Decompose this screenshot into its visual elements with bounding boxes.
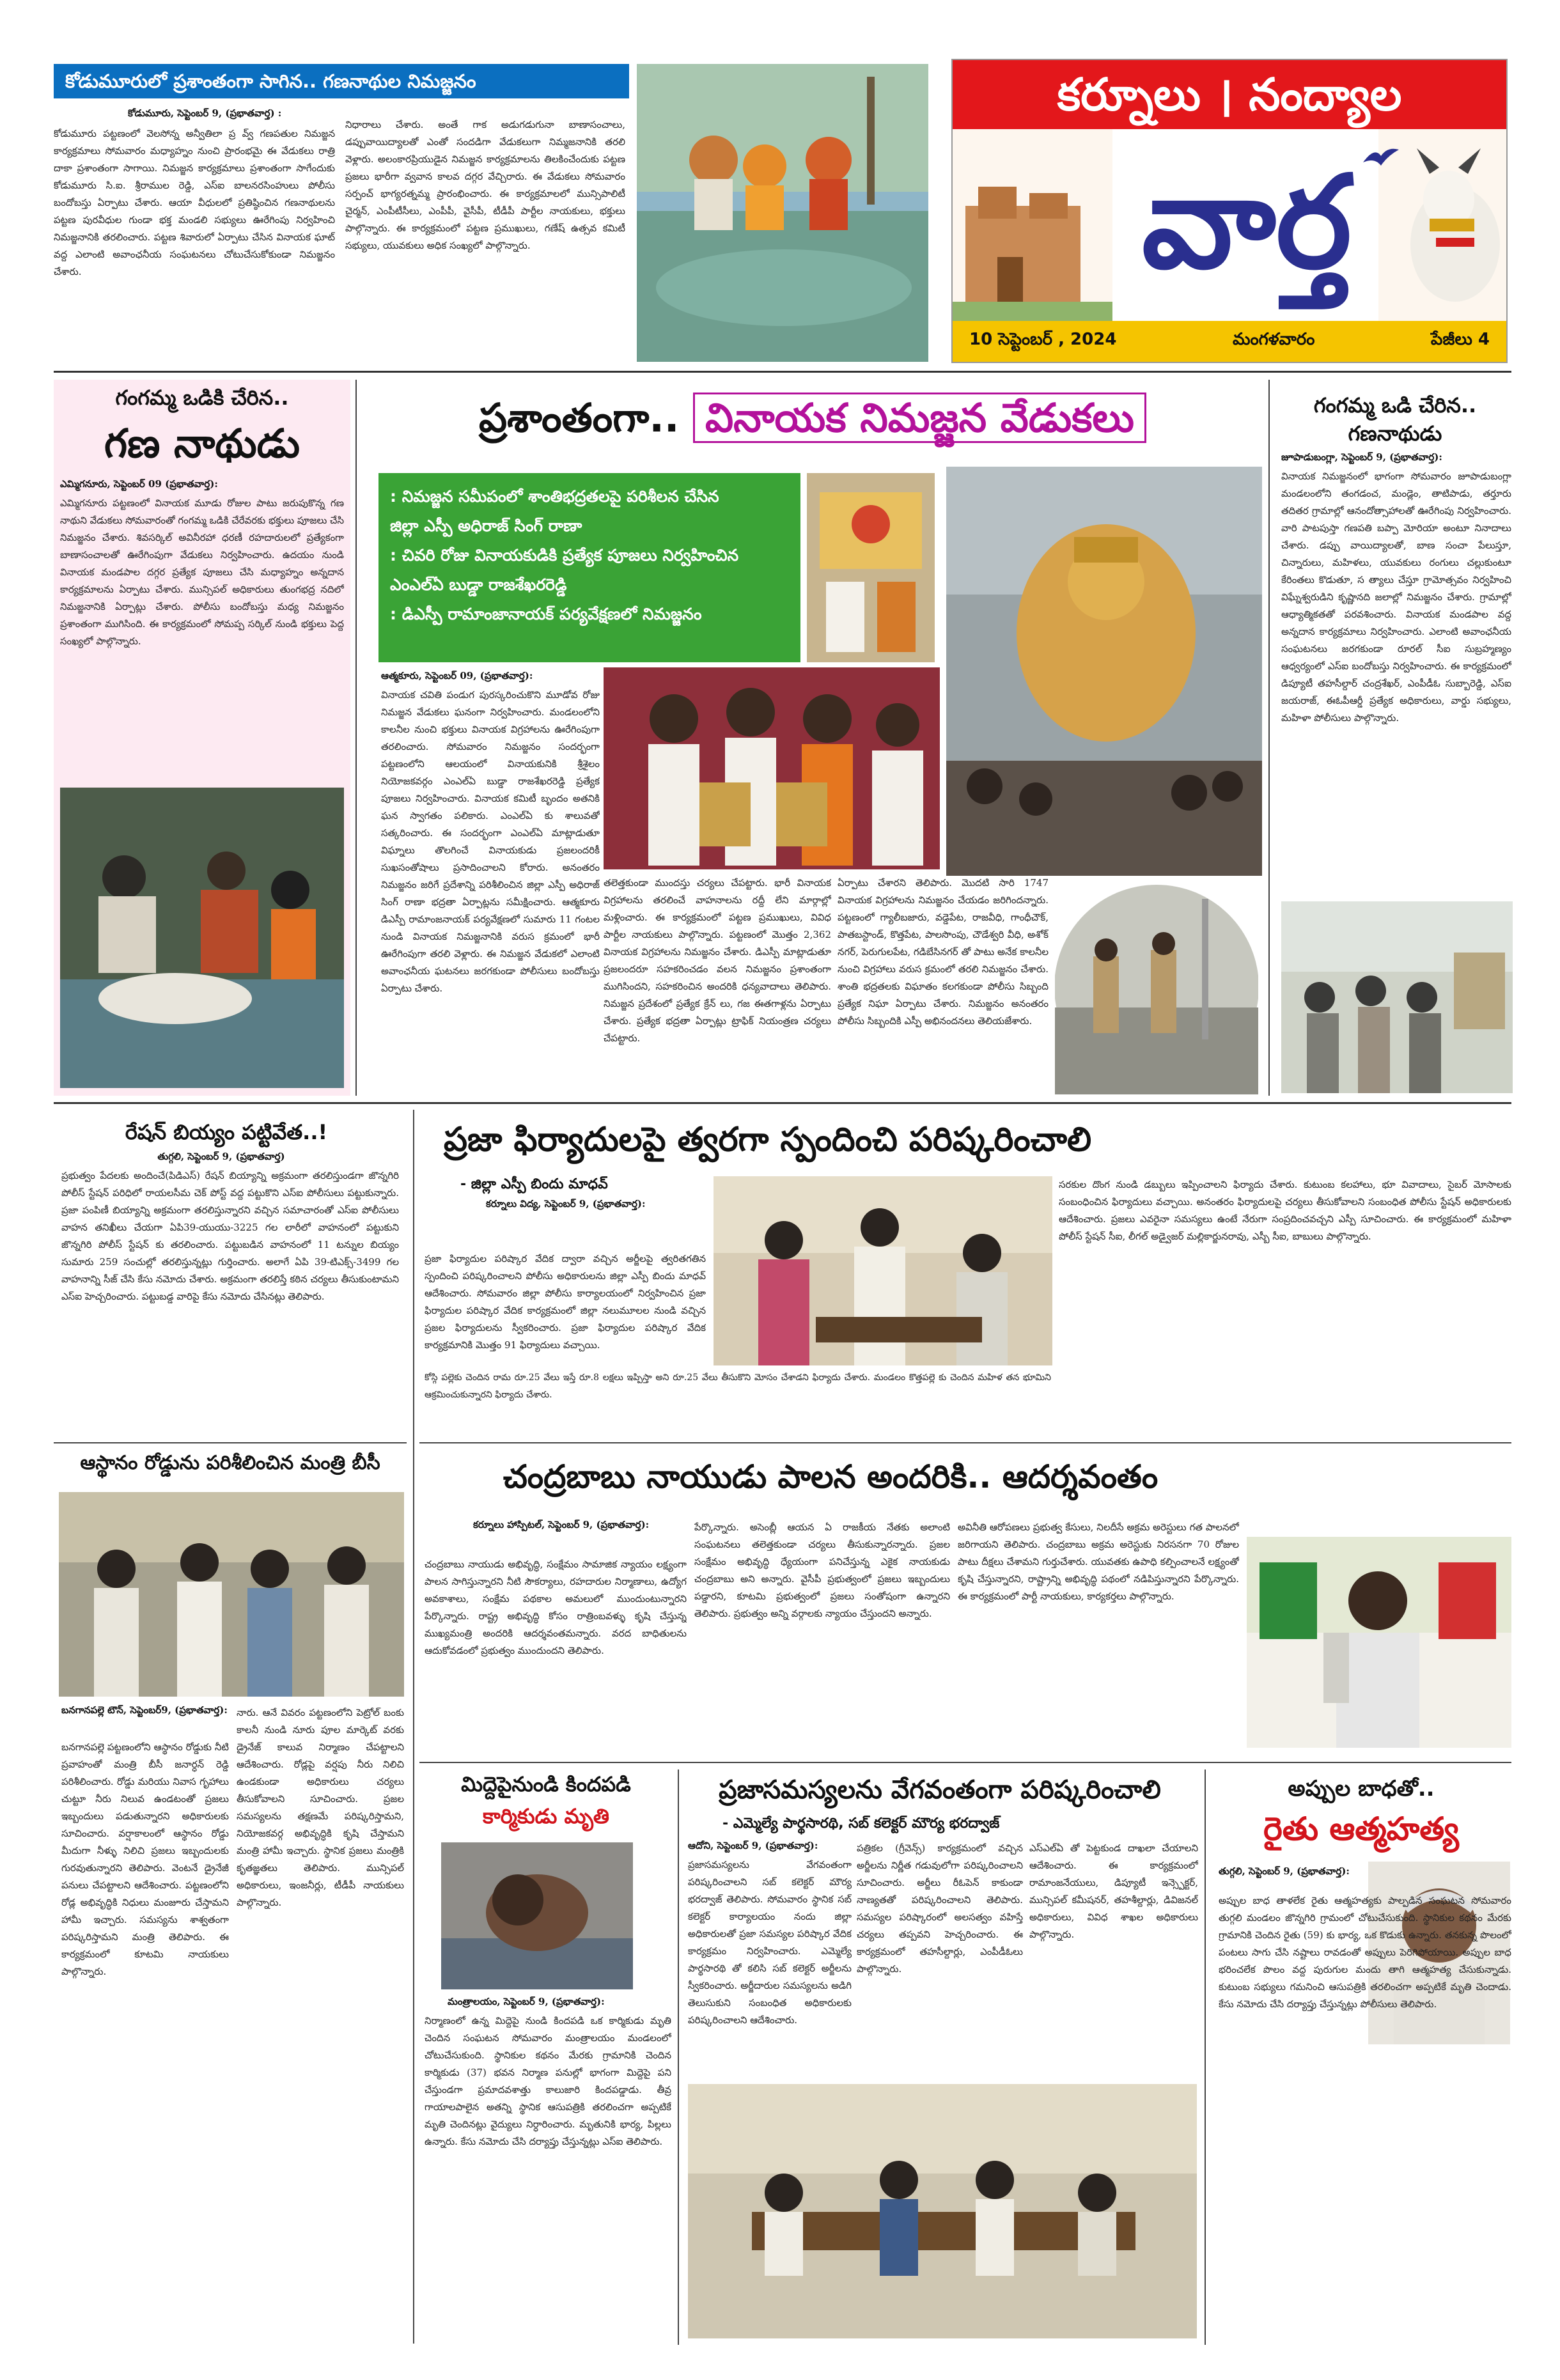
- main-ganesh-photo: [946, 467, 1262, 876]
- problems-photo: [688, 2084, 1197, 2338]
- minister-col1: బనగానపల్లె పట్టణంలోని ఆస్థానం రోడ్డుకు నీటి ప్రవాహంతో మంత్రి బీసీ జనార్ధన్ రెడ్డి పరిశీలించారు. రోడ్డు మరియు నివాస గృహాలు చుట్టూ నీరు నిలువ ఉండటంతో ప్రజలు ఇబ్బందులు పడుతున్నారని అధికారులకు సూచించారు. వర్షాకాలంలో ఆస్థానం రోడ్డు మీదుగా నీళ్ళు నిలిచి ప్రజలు ఇబ్బందులకు గురవుతున్నారని తెలిపారు. వెంటనే డ్రైనేజీ పనులు చేపట్టాలని ఆదేశించారు. పట్టణంలోని రోడ్ల అభివృద్ధికి నిధులు మంజూరు చేస్తామని హామీ ఇచ్చారు. సమస్యను శాశ్వతంగా పరిష్కరిస్తామని మంత్రి తెలిపారు. ఈ కార్యక్రమంలో కూటమి నాయకులు పాల్గొన్నారు.: [61, 1741, 229, 1977]
- main-headline: [362, 386, 1263, 450]
- kodumur-photo: [637, 64, 928, 362]
- chandrababu-col1: చంద్రబాబు నాయుడు అభివృద్ధి, సంక్షేమం సామాజిక న్యాయం లక్ష్యంగా పాలన సాగిస్తున్నారని నీటి సౌకర్యాలు, రహదారుల నిర్మాణాలు, ఉద్యోగ అవకాశాలు, సంక్షేమ పథకాల అమలులో ముందుంటున్నారని పేర్కొన్నారు. రాష్ట్ర అభివృద్ధి కోసం రాత్రింబవళ్ళు కృషి చేస్తున్న ముఖ్యమంత్రి అందరికి ఆదర్శవంతమన్నారు. వరద బాధితులను ఆదుకోవడంలో ప్రభుత్వం ముందుందని తెలిపారు.: [425, 1559, 687, 1656]
- problems-dateline: ఆదోని, సెప్టెంబర్ 9, (ప్రభాతవార్త):: [688, 1840, 818, 1851]
- chandrababu-headline: చంద్రబాబు నాయుడు పాలన అందరికి.. ఆదర్శవంతం: [503, 1458, 1158, 1495]
- problems-col3: ఎస్ఎల్ఏ తో పెట్టకుండ దాఖలా చేయాలని ఆదేశించారు. ఈ కార్యక్రమంలో రామాంజనేయులు, డిప్యూటీ ఇన్స్పెక్టర్, మున్సిపల్ కమీషనర్, తహశీల్దార్లు, డివిజనల్ అధికారులు, వివిధ శాఖల అధికారులు పాల్గొన్నారు.: [1029, 1842, 1198, 1940]
- ganga-left-dateline: ఎమ్మిగనూరు, సెప్టెంబర్ 09 (ప్రభాతవార్త):: [60, 478, 218, 490]
- problems-headline: ప్రజాసమస్యలను వేగవంతంగా పరిష్కరించాలి: [719, 1775, 1161, 1805]
- farmer-headline: రైతు ఆత్మహత్య: [1263, 1810, 1459, 1847]
- worker-body: నిర్మాణంలో ఉన్న మిద్దెపై నుండి కిందపడి ఒక కార్మికుడు మృతి చెందిన సంఘటన సోమవారం మంత్రాలయం మండలంలో చోటుచేసుకుంది. స్థానికుల కథనం మేరకు గ్రామానికి చెందిన కార్మికుడు (37) భవన నిర్మాణ పనుల్లో భాగంగా మిద్దెపై పని చేస్తుండగా ప్రమాదవశాత్తు కాలుజారి కిందపడ్డాడు. తీవ్ర గాయాలపాలైన అతన్ని స్థానిక ఆసుపత్రికి తరలించగా అప్పటికే మృతి చెందినట్లు వైద్యులు నిర్ధారించారు. మృతునికి భార్య, పిల్లలు ఉన్నారు. కేసు నమోదు చేసి దర్యాప్తు చేస్తున్నట్లు ఎస్ఐ తెలిపారు.: [425, 2015, 671, 2147]
- ganga-right-photo: [1281, 901, 1513, 1093]
- chandrababu-col3: అవినీతి ఆరోపణలు ప్రభుత్వ కేసులు, నిలదీసే అక్రమ అరెస్టులు గత పాలనలో జరిగాయని తెలిపారు. చంద్రబాబు అక్రమ అరెస్టుకు నిరసనగా 70 రోజుల పాటు దీక్షలు చేశామని గుర్తుచేశారు. యువతకు ఉపాధి కల్పించాలనే లక్ష్యంతో కృషి చేస్తున్నారని, రాష్ట్రాన్ని అభివృద్ధి పథంలో నడిపిస్తున్నారని పేర్కొన్నారు. ఈ కార్యక్రమంలో పార్టీ నాయకులు, కార్యకర్తలు పాల్గొన్నారు.: [958, 1521, 1239, 1602]
- grievance-dateline: కర్నూలు విద్య, సెప్టెంబర్ 9, (ప్రభాతవార్త):: [486, 1198, 646, 1209]
- fort-illustration: [953, 129, 1112, 321]
- minister-dateline: బనగానపల్లె టౌన్, సెప్టెంబర్9, (ప్రభాతవార్త):: [61, 1704, 228, 1716]
- problems-col1: ప్రజాసమస్యలను వేగవంతంగా పరిష్కరించాలని సబ్ కలెక్టర్ మౌర్య భరద్వాజ్ తెలిపారు. సోమవారం స్థానిక సబ్ కలెక్టర్ కార్యాలయం నందు జిల్లా అధికారులతో ప్రజా సమస్యల పరిష్కార వేదిక కార్యక్రమం నిర్వహించారు. ఎమ్మెల్యే పార్థసారథి తో కలిసి సబ్ కలెక్టర్ అర్జీలను స్వీకరించారు. అర్జీదారుల సమస్యలను అడిగి తెలుసుకుని సంబంధిత అధికారులకు పరిష్కరించాలని ఆదేశించారు.: [688, 1859, 852, 2026]
- ganga-right-kicker: గంగమ్మ ఒడి చేరిన..: [1313, 393, 1477, 417]
- divider: [419, 1442, 1511, 1443]
- main-bullet-1: : నిమజ్జన సమీపంలో శాంతిభద్రతలపై పరిశీలన చేసిన: [390, 487, 719, 506]
- bird-icon: [1362, 143, 1400, 169]
- ration-body: ప్రభుత్వం పేదలకు అందించే(పిడిఎస్) రేషన్ బియ్యాన్ని అక్రమంగా తరలిస్తుండగా జొన్నగిరి పోలీస్ స్టేషన్ పరిధిలో రాయలసీమ చెక్ పోస్ట్ వద్ద పట్టుకొని ఎస్ఐ పోలీసులు పట్టుకున్నారు. ప్రజా పంపిణీ బియ్యాన్ని అక్రమంగా తరలిస్తున్నారని వచ్చిన సమాచారంతో ఎస్ఐ పోలీసులు వాహన తనిఖీలు చేయగా ఏపి39-యుయు-3225 గల లారీలో వాహనంలో పట్టుకుని జొన్నగిరి పోలీస్ స్టేషన్ కు తరలించారు. పట్టుబడిన వాహనంలో 11 టన్నుల బియ్యం సుమారు 259 సంచుల్లో తరలిస్తున్నట్లు గుర్తించారు. అలాగే ఏపి 39-టిఎక్స్-3499 గల వాహనాన్ని సీజ్ చేసి కేసు నమోదు చేశారు. అక్రమంగా తరలిస్తే కఠిన చర్యలు తీసుకుంటామని ఎస్ఐ హెచ్చరించారు. పట్టుబడ్డ వారిపై కేసు నమోదు చేసినట్లు తెలిపారు.: [61, 1170, 399, 1302]
- minister-col2: నారు. ఆనే వివరం పట్టణంలోని పెట్రోల్ బంకు కాలనీ నుండి నూరు పూల మార్కెట్ వరకు డ్రైనేజ్ కాలువ నిర్మాణం చేపట్టాలని ఆదేశించారు. రోడ్లపై వర్షపు నీరు నిలిచి ఉండకుండా అధికారులు చర్యలు తీసుకోవాలని సూచించారు. ప్రజల సమస్యలను తక్షణమే పరిష్కరిస్తామని, నియోజకవర్గ అభివృద్ధికి కృషి చేస్తామని మంత్రి హామీ ఇచ్చారు. స్థానిక ప్రజలు మంత్రికి కృతజ్ఞతలు తెలిపారు. మున్సిపల్ అధికారులు, ఇంజనీర్లు, టీడీపీ నాయకులు పాల్గొన్నారు.: [237, 1707, 404, 1908]
- ganga-right-headline: గణనాథుడు: [1348, 421, 1442, 446]
- masthead: [951, 59, 1508, 363]
- divider: [1268, 380, 1270, 1096]
- ration-dateline: తుగ్గలి, సెప్టెంబర్ 9, (ప్రభాతవార్త): [157, 1151, 285, 1162]
- issue-weekday: మంగళవారం: [1232, 330, 1315, 349]
- farmer-kicker: అప్పుల బాధతో..: [1288, 1776, 1435, 1801]
- farmer-dateline: తుగ్గలి, సెప్టెంబర్ 9, (ప్రభాతవార్త):: [1219, 1865, 1350, 1877]
- chandrababu-photo: [1247, 1537, 1511, 1748]
- ganga-left-body: ఎమ్మిగనూరు పట్టణంలో వినాయక మూడు రోజుల పాటు జరుపుకొన్న గణ నాథుని వేడుకలు సోమవారంతో గంగమ్మ ఒడికి చేరేవరకు భక్తులు పూజలు చేసి నిమజ్జనం చేశారు. శివసర్కిల్ అవినీరహా ధరణీ రహదారులలో ప్రత్యేకంగా బాణాసంచాలతో ఊరేగింపుగా వేడుకలు నిర్వహించారు. ఉదయం నుండి వినాయక మండపాల దగ్గర ప్రత్యేక పూజలు చేసి మధ్యాహ్నం అన్నదాన కార్యక్రమాలను ఏర్పాటు చేశారు. మున్సిపల్ అధికారులు తుంగభద్ర నదిలో నిమజ్జనానికి ఏర్పాట్లు చేశారు. పోలీసు బందోబస్తు మధ్య నిమజ్జనం ప్రశాంతంగా ముగిసింది. ఈ కార్యక్రమంలో సోమప్ప సర్కిల్ నుండి భక్తులు పెద్ద సంఖ్యలో పాల్గొన్నారు.: [60, 497, 344, 647]
- main-col2: తలెత్తకుండా ముందస్తు చర్యలు చేపట్టారు. భారీ వినాయక విగ్రహాలను తరలించే వాహనాలను రద్దీ లేని మార్గాల్లో మళ్లించారు. ఈ కార్యక్రమంలో పట్టణ ప్రముఖులు, వివిధ పార్టీల నాయకులు పాల్గొన్నారు. పట్టణంలో మొత్తం 2,362 వినాయక విగ్రహాలను నిమజ్జనం చేశారు. డిఎస్పీ మాట్లాడుతూ ప్రజలందరూ సహకరించడం వలన నిమజ్జనం ప్రశాంతంగా ముగిసిందని, సహకరించిన అందరికి ధన్యవాదాలు తెలిపారు. నిమజ్జన ప్రదేశంలో ప్రత్యేక క్రేన్ లు, గజ ఈతగాళ్లను ఏర్పాటు చేశారు. ప్రత్యేక భద్రతా ఏర్పాట్లు ట్రాఫిక్ నియంత్రణ చర్యలు చేపట్టారు.: [604, 877, 831, 1044]
- farmer-body: అప్పుల బాధ తాళలేక రైతు ఆత్మహత్యకు పాల్పడిన సంఘటన సోమవారం తుగ్గలి మండలం జొన్నగిరి గ్రామంలో చోటుచేసుకుంది. స్థానికుల కథనం మేరకు గ్రామానికి చెందిన రైతు (59) కు భార్య, ఒక కొడుకు ఉన్నారు. తనకున్న పొలంలో పంటలు సాగు చేసి నష్టాలు రావడంతో అప్పులు పెరిగిపోయాయి. అప్పుల బాధ భరించలేక పొలం వద్ద పురుగుల మందు తాగి ఆత్మహత్య చేసుకున్నాడు. కుటుంబ సభ్యులు గమనించి ఆసుపత్రికి తరలించగా అప్పటికే మృతి చెందాడు. కేసు నమోదు చేసి దర్యాప్తు చేస్తున్నట్లు పోలీసులు తెలిపారు.: [1219, 1895, 1511, 2010]
- main-headline-purple: వినాయక నిమజ్జన వేడుకలు: [693, 393, 1146, 443]
- main-mla-photo: [604, 667, 940, 869]
- worker-photo: [441, 1842, 633, 1989]
- divider: [54, 1102, 1511, 1104]
- kodumur-dateline: కోడుమూరు, సెప్టెంబర్ 9, (ప్రభాతవార్త) :: [128, 107, 282, 119]
- problems-byline: - ఎమ్మెల్యే పార్థసారథి, సబ్ కలెక్టర్ మౌర్య భరద్వాజ్: [722, 1816, 1000, 1832]
- minister-photo: [59, 1492, 404, 1697]
- dateline-bar: [953, 321, 1506, 362]
- grievance-photo: [714, 1176, 1052, 1365]
- main-bullet-4: ఎంఎల్ఏ బుడ్డా రాజశేఖరరెడ్డి: [390, 575, 567, 594]
- kodumur-col1: కోడుమూరు పట్టణంలో వెలసోన్న అన్వీతిలా ప్ర వ్వ్ గణపతుల నిమజ్జన కార్యక్రమాలు సోమవారం మధ్యాహ్నం నుంచి ప్రారంభమై ఈ వేడుకలు రాత్రి దాకా ప్రశాంతంగా సాగాయి. నిమజ్జన కార్యక్రమాలు ప్రశాంతంగా సాగేందుకు కోడుమూరు సి.ఐ. శ్రీరాముల రెడ్డి, ఎస్ఐ బాలనరసింహులు పోలీసు బందోబస్తు ఏర్పాటు చేశారు. ఆయా వీధులలో ప్రతిష్ఠించిన గణనాథులను పట్టణ పురవీధుల గుండా భక్త మండలి సభ్యులు ఊరేగింపు నిర్వహించి నిమజ్జనానికి తరలించారు. పట్టణ శివారులో ఏర్పాటు చేసిన వినాయక ఘాట్ వద్ద ఎలాంటి అవాంఛనీయ సంఘటనలు చోటుచేసుకోకుండా నిమజ్జనం చేశారు.: [54, 128, 335, 277]
- grievance-col3: సరకుల దొంగ నుండి డబ్బులు ఇప్పించాలని ఫిర్యాదు చేశారు. కుటుంబ కలహాలు, భూ వివాదాలు, సైబర్ మోసాలకు సంబంధించిన ఫిర్యాదులు వచ్చాయి. అనంతరం ఫిర్యాదులపై చర్యలు తీసుకోవాలని సంబంధిత పోలీసు స్టేషన్ అధికారులకు ఆదేశించారు. ప్రజలు ఎవరైనా సమస్యలు ఉంటే నేరుగా సంప్రదించవచ్చని ఎస్పీ సూచించారు. ఈ కార్యక్రమంలో మహిళా పోలీస్ స్టేషన్ సీఐ, లీగల్ అడ్వైజర్ మల్లికార్జునరావు, ఎస్బీ సీఐ, బాబులు పాల్గొన్నారు.: [1059, 1179, 1511, 1242]
- ganga-right-dateline: జూపాడుబంగ్లా, సెప్టెంబర్ 9, (ప్రభాతవార్త):: [1281, 451, 1442, 463]
- masthead-title: కర్నూలు । నంద్యాల: [953, 60, 1506, 129]
- kodumur-banner: కోడుమూరులో ప్రశాంతంగా సాగిన.. గణనాథుల నిమజ్జనం: [54, 64, 629, 98]
- main-bullet-5: : డిఎస్పీ రామాంజానాయక్ పర్యవేక్షణలో నిమజ్జనం: [390, 605, 702, 623]
- divider: [54, 1442, 407, 1443]
- grievance-byline: - జిల్లా ఎస్పీ బిందు మాధవ్: [460, 1176, 608, 1192]
- divider: [355, 380, 357, 1096]
- main-bullet-3: : చివరి రోజు వినాయకుడికి ప్రత్యేక పూజలు నిర్వహించిన: [390, 546, 739, 564]
- ganga-left-photo: [60, 788, 344, 1088]
- main-pooja-photo: [807, 473, 935, 662]
- main-bullet-box: [378, 473, 800, 662]
- masthead-logo: వార్త: [1141, 148, 1352, 297]
- kodumur-col2: నిధారాలు చేశారు. అంతే గాక అడుగడుగునా బాణాసంచాలు, డప్పువాయిద్యాలతో ఎంతో సందడిగా వేడుకలుగా నిమ్మజనానికి తరలి వెళ్లారు. అలంకారప్రియుడైన నిమజ్జన కార్యక్రమాలను తిలకించేందుకు పట్టణ ప్రజలు భారీగా వ్వవాన కాలవ దగ్గర వేచ్చిరారు. ఈ వేడుకలు సోమవారం సర్పంచ్ భాగ్యరత్నమ్మ ప్రారంభించారు. ఈ కార్యక్రమాలలో మున్సిపాలిటీ చైర్మన్, ఎంపీటీసీలు, ఎంపీపీ, వైసీపీ, టీడీపీ పార్టీల నాయకులు, భక్తులు పాల్గొన్నారు. ఈ కార్యక్రమంలో పట్టణ ప్రముఖులు, గణేష్ ఉత్సవ కమిటీ సభ్యులు, యువకులు అధిక సంఖ్యలో పాల్గొన్నారు.: [345, 119, 625, 251]
- chandrababu-dateline: కర్నూలు హాస్పిటల్, సెప్టెంబర్ 9, (ప్రభాతవార్త):: [473, 1519, 650, 1530]
- divider: [678, 1769, 679, 2345]
- ganga-right-body: వినాయక నిమజ్జనంలో భాగంగా సోమవారం జూపాడుబంగ్లా మండలంలోని తంగడంచ, మండ్లెం, తాటిపాడు, తర్తూరు తదితర గ్రామాల్లో ఆనందోత్సాహాలతో ఊరేగింపు నిర్వహించారు. వారి పాటపుస్తా గణపతి బప్పా మోరియా అంటూ నినాదాలు చేశారు. డప్పు వాయిద్యాలతో, బాణ సంచా పేలుస్తూ, చిన్నారులు, మహిళలు, యువకులు రంగులు చల్లుకుంటూ కేరింతలు కొడుతూ, స త్యాలు చేస్తూ గ్రామోత్సవం నిర్వహించి విఘ్నేశ్వరుడిని కృష్ణానది జలాల్లో నిమజ్జనం చేశారు. గ్రామాల్లో ఆధ్యాత్మికతతో పరవశించారు. వినాయక మండపాల వద్ద అన్నదాన కార్యక్రమాలు నిర్వహించారు. ఎలాంటి అవాంఛనీయ సంఘటనలు జరగకుండా రూరల్ సీఐ సుబ్రహ్మణ్యం ఆధ్వర్యంలో ఎస్ఐ బందోబస్తు నిర్వహించారు. ఈ కార్యక్రమంలో డిప్యూటీ తహసీల్దార్ చంద్రశేఖర్, ఎంపీడీఓ సుబ్బారెడ్డి, ఎస్ఐ జయరాజ్, ఈఓపీఆర్డీ ప్రత్యేక అధికారులు, వార్డు సభ్యులు, మహిళా పోలీసులు పాల్గొన్నారు.: [1281, 471, 1511, 724]
- worker-subhead: కార్మికుడు మృతి: [483, 1804, 609, 1828]
- problems-col2: పత్రికల (గ్రీవెన్స్) కార్యక్రమంలో వచ్చిన అర్జీలను నిర్ణీత గడువులోగా పరిష్కరించాలని సూచించారు. అర్జీలు రీఓపెన్ కాకుండా నాణ్యతతో పరిష్కరించాలని తెలిపారు. సమస్యల పరిష్కారంలో అలసత్వం వహిస్తే చర్యలు తప్పవని హెచ్చరించారు. ఈ కార్యక్రమంలో తహసీల్దార్లు, ఎంపీడీఓలు పాల్గొన్నారు.: [857, 1842, 1023, 1975]
- issue-page: పేజీలు 4: [1430, 330, 1490, 349]
- worker-headline: మిద్దెపైనుండి కిందపడి: [461, 1772, 631, 1796]
- main-bullet-2: జిల్లా ఎస్పీ అధిరాజ్ సింగ్ రాణా: [390, 517, 582, 535]
- divider: [419, 1762, 1511, 1763]
- main-police-photo: [1055, 880, 1258, 1094]
- grievance-headline: ప్రజా ఫిర్యాదులపై త్వరగా స్పందించి పరిష్కరించాలి: [444, 1121, 1092, 1159]
- minister-headline: ఆస్థానం రోడ్డును పరిశీలించిన మంత్రి బీసీ: [80, 1452, 380, 1474]
- divider: [413, 1110, 414, 2344]
- main-headline-black: ప్రశాంతంగా..: [479, 394, 680, 441]
- divider: [1205, 1769, 1206, 2345]
- divider: [54, 371, 1511, 373]
- grievance-caption: కోస్గి పల్లెకు చెందిన రామ రూ.25 వేలు ఇస్తే రూ.8 లక్షలు ఇప్పిస్తా అని రూ.25 వేలు తీసుకొని మోసం చేశాడని ఫిర్యాదు చేశారు. మండలం కొత్తపల్లె కు చెందిన మహిళ తన భూమిని ఆక్రమించుకున్నారని ఫిర్యాదు చేశారు.: [425, 1373, 1051, 1400]
- ganga-left-kicker: గంగమ్మ ఒడికి చేరిన..: [115, 385, 289, 410]
- issue-date: 10 సెప్టెంబర్ , 2024: [969, 330, 1117, 349]
- main-col1: వినాయక చవితి పండుగ పురస్కరించుకొని మూడోవ రోజు నిమజ్జన వేడుకలు ఘనంగా నిర్వహించారు. మండలంలోని కాలనీల నుంచి భక్తులు వినాయక విగ్రహాలను ఊరేగింపుగా తరలించారు. సోమవారం నిమజ్జనం సందర్భంగా పట్టణంలోని ఆలయంలో వినాయకునికి శ్రీశైలం నియోజకవర్గం ఎంఎల్ఏ బుడ్డా రాజశేఖరరెడ్డి ప్రత్యేక పూజలు నిర్వహించారు. వినాయక కమిటీ బృందం అతనికి ఘన స్వాగతం పలికారు. ఎంఎల్ఏ కు శాలువతో సత్కరించారు. ఈ సందర్భంగా ఎంఎల్ఏ మాట్లాడుతూ విఘ్నాలు తొలగించే వినాయకుడు ప్రజలందరికీ సుఖసంతోషాలు ప్రసాదించాలని కోరారు. అనంతరం నిమజ్జనం జరిగే ప్రదేశాన్ని పరిశీలించిన జిల్లా ఎస్పీ అధిరాజ్ సింగ్ రాణా భద్రతా ఏర్పాట్లను సమీక్షించారు. ఆత్మకూరు డిఎస్పీ రామాంజనాయక్ పర్యవేక్షణలో సుమారు 11 గంటల నుండి వినాయక నిమజ్జనానికి వరుస క్రమంలో భారీ ఊరేగింపుగా తరలి వెళ్లారు. ఈ నిమజ్జన వేడుకలో ఎలాంటి అవాంఛనీయ ఘటనలు జరగకుండా పోలీసులు బందోబస్తు ఏర్పాటు చేశారు.: [381, 689, 600, 994]
- main-col3: ఏర్పాటు చేశారని తెలిపారు. మొదటి సారి 1747 వినాయక విగ్రహాలను నిమజ్జనం చేయడం జరిగిందన్నారు. పట్టణంలో గ్యాలీబజారు, వడ్డెపేట, రాజవీధి, గాంధీచౌక్, పాతబస్టాండ్, కొత్తపేట, పాలసొంపు, చౌడేశ్వరి వీధి, అశోక్ నగర్, పెరుగులపేట, గడిబేసినగర్ తో పాటు అనేక కాలనీల నుంచి విగ్రహాలు వరుస క్రమంలో తరలి నిమజ్జనం చేశారు. శాంతి భద్రతలకు విఘాతం కలగకుండా పోలీసు సిబ్బంది ప్రత్యేక నిఘా ఏర్పాటు చేశారు. నిమజ్జనం అనంతరం పోలీసు సిబ్బందికి ఎస్పీ అభినందనలు తెలియజేశారు.: [838, 877, 1049, 1027]
- worker-dateline: మంత్రాలయం, సెప్టెంబర్ 9, (ప్రభాతవార్త):: [448, 1996, 605, 2007]
- grievance-col1: ప్రజా ఫిర్యాదుల పరిష్కార వేదిక ద్వారా వచ్చిన అర్జీలపై త్వరితగతిన స్పందించి పరిష్కరించాలని పోలీసు అధికారులను జిల్లా ఎస్పీ బిందు మాధవ్ ఆదేశించారు. సోమవారం జిల్లా పోలీసు కార్యాలయంలో నిర్వహించిన ప్రజా ఫిర్యాదుల పరిష్కార వేదిక కార్యక్రమంలో జిల్లా నలుమూలల నుండి వచ్చిన ప్రజల ఫిర్యాదులను స్వీకరించారు. ప్రజా ఫిర్యాదుల పరిష్కార వేదిక కార్యక్రమానికి మొత్తం 91 ఫిర్యాదులు వచ్చాయి.: [425, 1253, 706, 1351]
- ration-headline: రేషన్ బియ్యం పట్టివేత..!: [125, 1120, 328, 1144]
- chandrababu-col2: పేర్కొన్నారు. అసెంబ్లీ ఆయన ఏ రాజకీయ నేతకు అలాంటి సంఘటనలు తలెత్తకుండా చర్యలు తీసుకున్నారన్నారు. ప్రజల సంక్షేమం అభివృద్ధి ధ్యేయంగా పనిచేస్తున్న ఎకైక నాయకుడు చంద్రబాబు అని అన్నారు. వైసీపీ ప్రభుత్వంలో ప్రజలు ఇబ్బందులు పడ్డారని, కూటమి ప్రభుత్వంలో ప్రజలు సంతోషంగా ఉన్నారని తెలిపారు. ప్రభుత్వం అన్ని వర్గాలకు న్యాయం చేస్తుందని అన్నారు.: [694, 1521, 950, 1619]
- ganga-left-headline: గణ నాథుడు: [104, 420, 300, 467]
- main-dateline: ఆత్మకూరు, సెప్టెంబర్ 09, (ప్రభాతవార్త):: [381, 670, 533, 681]
